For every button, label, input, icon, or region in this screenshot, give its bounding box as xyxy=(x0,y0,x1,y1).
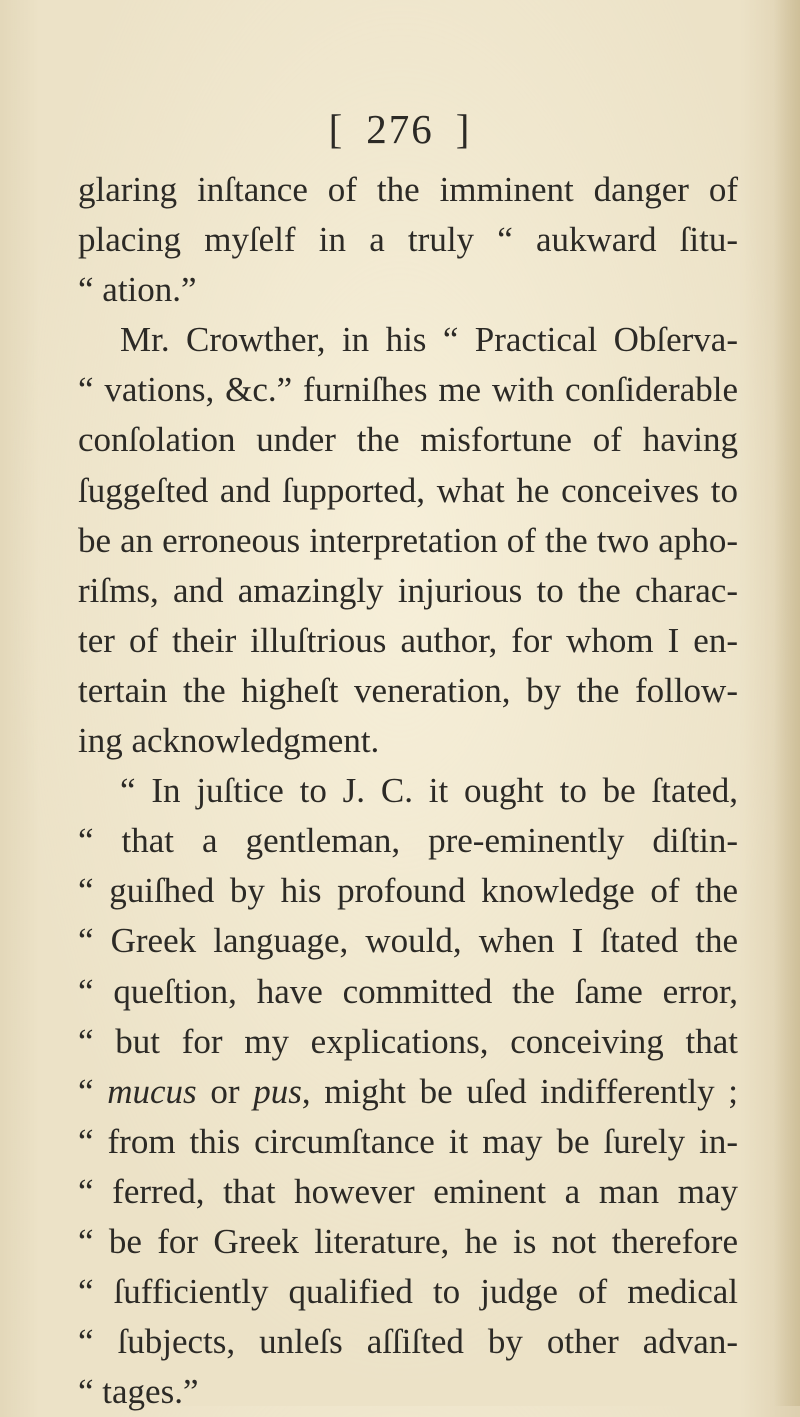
text-line: “ ſubjects, unleſs aſſiſted by other advan- xyxy=(78,1322,738,1362)
text-line: “ that a gentleman, pre-eminently diſtin- xyxy=(78,821,738,861)
page-header xyxy=(0,105,800,153)
page-edge-shadow xyxy=(774,0,800,1406)
text-line: glaring inſtance of the imminent danger of xyxy=(78,170,738,209)
close-bracket: ] xyxy=(455,106,472,152)
text-line: “ but for my explications, conceiving that xyxy=(78,1021,738,1061)
text-line: “ ferred, that however eminent a man may xyxy=(78,1171,738,1211)
text-line: “ from this circumſtance it may be ſurely in- xyxy=(78,1121,738,1161)
text-line: be an erroneous interpretation of the two apho- xyxy=(78,520,738,560)
body-text xyxy=(78,165,738,1417)
text-line: Mr. Crowther, in his “ Practical Obſerva- xyxy=(120,320,738,360)
text-line: “ be for Greek literature, he is not therefore xyxy=(78,1221,738,1261)
text-line: “ In juſtice to J. C. it ought to be ſtated, xyxy=(120,771,738,811)
text-line: “ guiſhed by his profound knowledge of the xyxy=(78,871,738,911)
text-line: “ ſufficiently qualified to judge of medical xyxy=(78,1272,738,1312)
text-line: “ mucus or pus, might be uſed indifferently ; xyxy=(78,1071,738,1111)
text-line: “ ation.” xyxy=(78,270,197,310)
text-line: riſms, and amazingly injurious to the charac- xyxy=(78,570,738,610)
text-line: “ vations, &c.” furniſhes me with conſiderable xyxy=(78,370,738,410)
text-line: placing myſelf in a truly “ aukward ſitu- xyxy=(78,220,738,260)
italic-term: mucus xyxy=(107,1071,197,1111)
italic-term: pus xyxy=(253,1071,302,1111)
text-line: ing acknowledgment. xyxy=(78,721,380,761)
text-line: “ queſtion, have committed the ſame error, xyxy=(78,971,738,1011)
text-line: tertain the higheſt veneration, by the follow- xyxy=(78,670,738,710)
open-bracket: [ xyxy=(328,106,345,152)
page-number: 276 xyxy=(366,106,434,152)
text-line: “ tages.” xyxy=(78,1372,199,1412)
text-line: “ Greek language, would, when I ſtated the xyxy=(78,921,738,961)
text-line: ſuggeſted and ſupported, what he conceives to xyxy=(78,470,738,510)
text-line: conſolation under the misfortune of having xyxy=(78,420,738,460)
text-line: ter of their illuſtrious author, for whom I en- xyxy=(78,620,738,660)
